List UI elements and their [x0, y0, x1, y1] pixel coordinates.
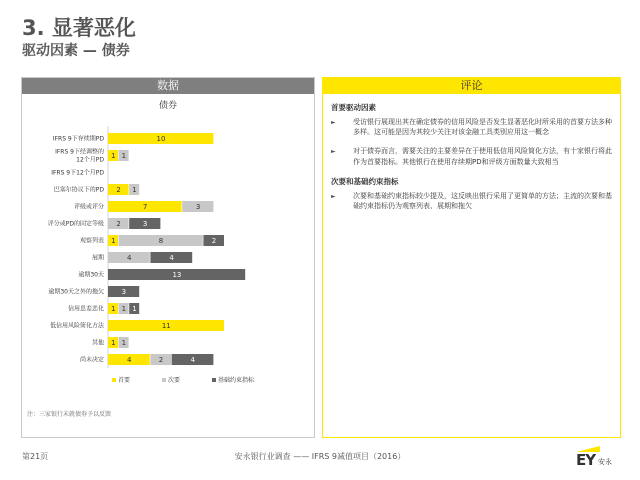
bullet-arrow-icon: ► [331, 118, 336, 126]
bullet-text: 次要和基础约束指标较少提及，这反映出银行采用了更简单的方法；主流的次要和基础约束指标仍为观察列表、展期和拖欠 [353, 191, 612, 211]
legend-swatch [212, 378, 216, 382]
category-label: 逾期30天之外的拖欠 [48, 288, 104, 296]
bond-chart [22, 78, 314, 408]
category-label: 观察列表 [79, 237, 104, 245]
logo-ey-text: EY [576, 451, 596, 469]
logo-cn-text: 安永 [598, 458, 612, 466]
data-label: 1 [111, 237, 116, 245]
data-label: 1 [132, 186, 137, 194]
commentary-panel [322, 77, 621, 438]
data-label: 4 [169, 254, 174, 262]
bullet-arrow-icon: ► [331, 148, 336, 156]
data-panel [21, 77, 315, 438]
category-label: 低信用风险简化方法 [49, 322, 104, 330]
data-label: 1 [111, 305, 116, 313]
data-label: 2 [158, 356, 164, 364]
category-label: 评级或评分 [73, 203, 104, 211]
data-label: 10 [156, 135, 166, 143]
bullet-text: 对于债券而言，需要关注的主要差异在于使用低信用风险简化方法，有十家银行将此作为首要指标。其他银行在使用存续期PD和评级方面数量大致相当 [353, 147, 612, 167]
data-label: 4 [126, 254, 132, 262]
data-label: 8 [158, 237, 164, 245]
footer-caption: 安永银行业调查 —— IFRS 9减值项目（2016） [234, 452, 406, 461]
data-panel-header: 数据 [22, 78, 314, 94]
data-label: 3 [121, 288, 127, 296]
category-label: IFRS 9下经调整的 12个月PD [55, 148, 104, 164]
page-subtitle: 驱动因素 — 债券 [22, 43, 130, 59]
ey-logo [576, 446, 624, 472]
data-label: 1 [121, 305, 127, 313]
legend-swatch [162, 378, 166, 382]
data-label: 13 [172, 271, 182, 279]
bullet-item [331, 191, 612, 213]
category-label: 信用息差恶化 [67, 305, 104, 313]
category-label: IFRS 9下12个月PD [51, 169, 104, 177]
category-label: 尚未决定 [79, 356, 104, 364]
category-label: 逾期30天 [78, 271, 104, 279]
category-label: 展期 [91, 254, 104, 262]
legend-label: 首要 [118, 377, 131, 384]
page-title: 3. 显著恶化 [22, 16, 136, 40]
chart-footnote: 注：三家银行未就债券予以反馈 [27, 411, 112, 418]
data-label: 11 [161, 322, 171, 330]
commentary-panel-header: 评论 [323, 78, 620, 94]
legend-swatch [112, 378, 116, 382]
bullet-arrow-icon: ► [331, 192, 336, 200]
data-label: 1 [121, 152, 127, 160]
page-number: 第21页 [22, 452, 49, 461]
chart-title: 债券 [158, 101, 177, 111]
legend-label: 基础约束指标 [218, 377, 255, 384]
category-label: 其他 [91, 339, 104, 347]
data-label: 1 [111, 339, 116, 347]
section-title-primary: 首要驱动因素 [331, 103, 376, 112]
legend-label: 次要 [168, 377, 181, 384]
data-label: 4 [126, 356, 132, 364]
data-label: 2 [116, 220, 121, 228]
data-label: 2 [211, 237, 217, 245]
data-label: 1 [121, 339, 127, 347]
data-label: 3 [142, 220, 148, 228]
data-label: 7 [142, 203, 148, 211]
category-label: 巴塞尔协议下的PD [53, 186, 104, 194]
data-label: 3 [195, 203, 201, 211]
data-label: 4 [190, 356, 196, 364]
section-title-secondary: 次要和基础约束指标 [331, 177, 399, 186]
bullet-item [331, 146, 612, 168]
category-label: IFRS 9下存续期PD [52, 135, 104, 143]
bullet-text: 受访银行展现出其在确定债券的信用风险是否发生显著恶化时所采用的首要方法多种多样。这可能是因为其较少关注对该金融工具类别应用这一概念 [353, 117, 612, 137]
data-label: 2 [116, 186, 121, 194]
category-label: 评分或PD的固定等级 [47, 220, 104, 228]
bullet-item [331, 117, 612, 139]
commentary-body [323, 94, 620, 212]
data-label: 1 [111, 152, 116, 160]
data-label: 1 [132, 305, 137, 313]
